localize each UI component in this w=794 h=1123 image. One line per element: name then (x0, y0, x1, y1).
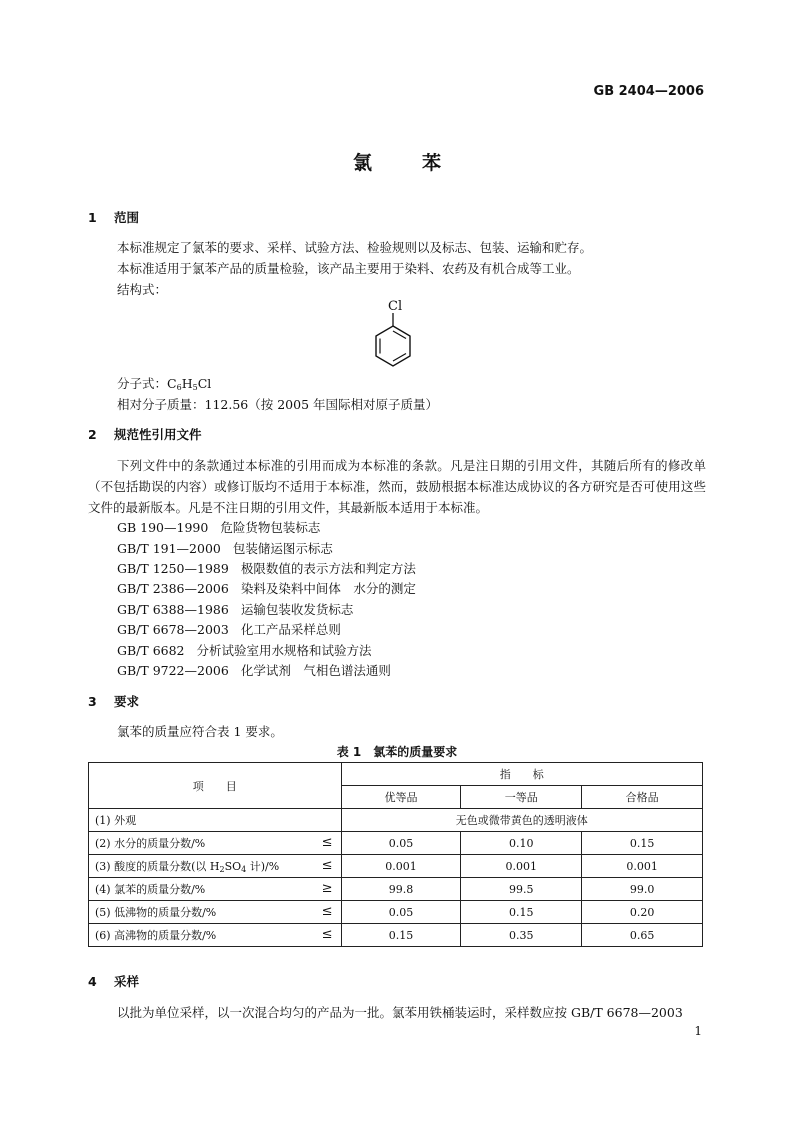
grade-qualified: 合格品 (582, 786, 703, 809)
reference-item (117, 579, 416, 597)
row-item: (6) 高沸物的质量分数/% (95, 929, 217, 942)
reference-item (117, 661, 391, 679)
row-item: (4) 氯苯的质量分数/% (95, 883, 206, 896)
reference-item (117, 620, 341, 638)
reference-code: GB/T 6678—2003 (117, 622, 229, 637)
formula-h-count: 5 (192, 383, 198, 392)
reference-title: 极限数值的表示方法和判定方法 (240, 561, 416, 576)
section-4-heading (88, 972, 139, 990)
reference-item (117, 539, 333, 557)
cell-value: 0.65 (582, 924, 703, 947)
header-index: 指 标 (341, 763, 702, 786)
cell-value: 0.001 (341, 855, 461, 878)
reference-title: 化学试剂 气相色谱法通则 (240, 663, 391, 678)
table-caption: 表 1 氯苯的质量要求 (336, 745, 458, 759)
reference-title: 化工产品采样总则 (240, 622, 341, 637)
section-number: 2 (88, 427, 97, 442)
row-item: (1) 外观 (89, 809, 342, 832)
reference-item (117, 641, 372, 659)
structure-label: 结构式： (117, 282, 168, 297)
requirements-paragraph: 氯苯的质量应符合表 1 要求。 (117, 724, 283, 739)
reference-code: GB 190—1990 (117, 520, 209, 535)
cell-value: 99.0 (582, 878, 703, 901)
table-header-row (89, 763, 703, 786)
reference-title: 分析试验室用水规格和试验方法 (196, 643, 372, 658)
item-part: (3) 酸度的质量分数(以 H (95, 860, 220, 873)
reference-title: 运输包装收发货标志 (240, 602, 354, 617)
cell-value: 0.001 (461, 855, 582, 878)
row-symbol: ≥ (321, 881, 333, 896)
references-intro: 下列文件中的条款通过本标准的引用而成为本标准的条款。凡是注日期的引用文件，其随后所有的修改单（不包括勘误的内容）或修订版均不适用于本标准，然而，鼓励根据本标准达成协议的各方研究是否可使用这些文件的最新版本。凡是不注日期的引用文件，其最新版本适用于本标准。 (88, 458, 706, 515)
item-part: SO (224, 860, 242, 873)
section-title: 要求 (114, 694, 140, 709)
item-sub: 2 (219, 865, 225, 874)
section-2-heading (88, 425, 202, 443)
quality-requirements-table (88, 762, 703, 947)
cell-value: 0.15 (341, 924, 461, 947)
section-number: 1 (88, 210, 97, 225)
document-title: 氯苯 (352, 152, 491, 174)
chlorobenzene-structure-diagram (368, 296, 418, 374)
molecular-formula (117, 374, 211, 392)
reference-item (117, 559, 416, 577)
row-symbol: ≤ (321, 835, 333, 850)
reference-item (117, 518, 320, 536)
cell-value: 0.10 (461, 832, 582, 855)
reference-code: GB/T 6682 (117, 643, 185, 658)
reference-item (117, 600, 353, 618)
cell-value: 0.001 (582, 855, 703, 878)
section-number: 4 (88, 974, 97, 989)
page-number: 1 (694, 1024, 702, 1038)
formula-h: H (181, 376, 193, 391)
chlorine-atom-label: Cl (388, 299, 403, 314)
formula-c-count: 6 (176, 383, 182, 392)
cell-value: 0.05 (341, 901, 461, 924)
formula-c: C (167, 376, 177, 391)
section-number: 3 (88, 694, 97, 709)
row-item-cell (89, 924, 342, 947)
row-symbol: ≤ (321, 904, 333, 919)
section-title: 规范性引用文件 (114, 427, 202, 442)
reference-code: GB/T 6388—1986 (117, 602, 229, 617)
row-item (95, 860, 279, 873)
reference-title: 染料及染料中间体 水分的测定 (240, 581, 416, 596)
reference-code: GB/T 9722—2006 (117, 663, 229, 678)
row-symbol: ≤ (321, 858, 333, 873)
item-part: 计)/% (246, 860, 280, 873)
row-item-cell (89, 832, 342, 855)
cell-value: 0.35 (461, 924, 582, 947)
row-symbol: ≤ (321, 927, 333, 942)
molecular-mass: 相对分子质量：112.56（按 2005 年国际相对原子质量） (117, 397, 438, 412)
reference-code: GB/T 191—2000 (117, 541, 221, 556)
sampling-paragraph: 以批为单位采样，以一次混合均匀的产品为一批。氯苯用铁桶装运时，采样数应按 GB/T 6678—2003 (117, 1005, 683, 1020)
header-item: 项 目 (89, 763, 342, 809)
reference-title: 包装储运图示标志 (232, 541, 333, 556)
section-1-heading (88, 208, 139, 226)
item-sub: 4 (241, 865, 247, 874)
row-merged-value: 无色或微带黄色的透明液体 (341, 809, 702, 832)
cell-value: 0.15 (461, 901, 582, 924)
formula-cl: Cl (197, 376, 212, 391)
row-item: (5) 低沸物的质量分数/% (95, 906, 217, 919)
row-item-cell (89, 855, 342, 878)
grade-superior: 优等品 (341, 786, 461, 809)
scope-paragraph-2: 本标准适用于氯苯产品的质量检验，该产品主要用于染料、农药及有机合成等工业。 (117, 261, 580, 276)
table-row (89, 924, 703, 947)
table-row (89, 809, 703, 832)
cell-value: 0.05 (341, 832, 461, 855)
reference-title: 危险货物包装标志 (220, 520, 321, 535)
standard-code: GB 2404—2006 (593, 84, 704, 99)
table-row (89, 878, 703, 901)
cell-value: 0.15 (582, 832, 703, 855)
section-title: 采样 (114, 974, 140, 989)
reference-code: GB/T 2386—2006 (117, 581, 229, 596)
cell-value: 99.8 (341, 878, 461, 901)
cell-value: 99.5 (461, 878, 582, 901)
section-title: 范围 (114, 210, 140, 225)
table-row (89, 832, 703, 855)
cell-value: 0.20 (582, 901, 703, 924)
reference-code: GB/T 1250—1989 (117, 561, 229, 576)
formula-label: 分子式： (117, 376, 168, 391)
scope-paragraph-1: 本标准规定了氯苯的要求、采样、试验方法、检验规则以及标志、包装、运输和贮存。 (117, 240, 593, 255)
table-row (89, 855, 703, 878)
benzene-ring (376, 326, 410, 366)
row-item-cell (89, 901, 342, 924)
section-3-heading (88, 692, 139, 710)
table-row (89, 901, 703, 924)
row-item-cell (89, 878, 342, 901)
row-item: (2) 水分的质量分数/% (95, 837, 206, 850)
grade-first: 一等品 (461, 786, 582, 809)
